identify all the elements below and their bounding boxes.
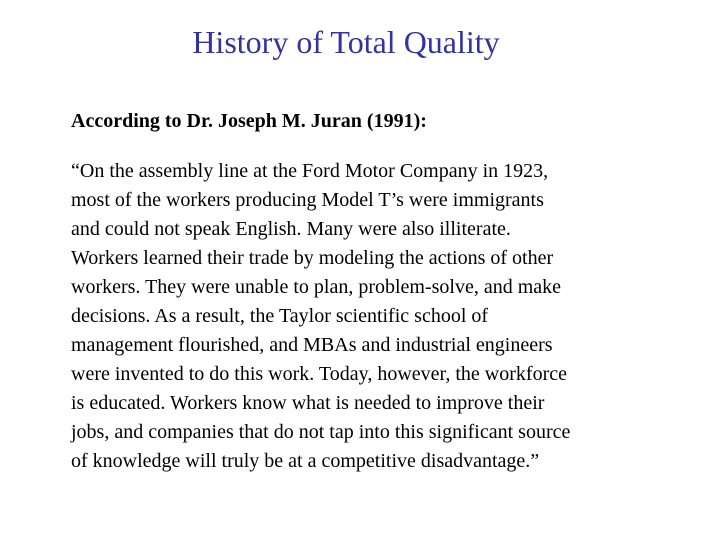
quote-line: “On the assembly line at the Ford Motor Company in 1923, xyxy=(71,160,549,182)
quote-line: most of the workers producing Model T’s were immigrants xyxy=(71,189,544,211)
slide-title: History of Total Quality xyxy=(192,24,500,60)
quote-line: Workers learned their trade by modeling the actions of other xyxy=(71,247,554,269)
quote-line: of knowledge will truly be at a competitive disadvantage.” xyxy=(71,450,540,472)
quote-line: management flourished, and MBAs and industrial engineers xyxy=(71,334,553,356)
quote-attribution: According to Dr. Joseph M. Juran (1991): xyxy=(71,110,427,132)
quote-line: workers. They were unable to plan, problem-solve, and make xyxy=(71,276,562,298)
quote-line: is educated. Workers know what is needed to improve their xyxy=(71,392,545,414)
quote-line: decisions. As a result, the Taylor scientific school of xyxy=(71,305,489,327)
quote-line: and could not speak English. Many were also illiterate. xyxy=(71,218,511,240)
quote-body xyxy=(71,157,701,476)
quote-line: were invented to do this work. Today, however, the workforce xyxy=(71,363,567,385)
quote-line: jobs, and companies that do not tap into this significant source xyxy=(71,421,571,443)
